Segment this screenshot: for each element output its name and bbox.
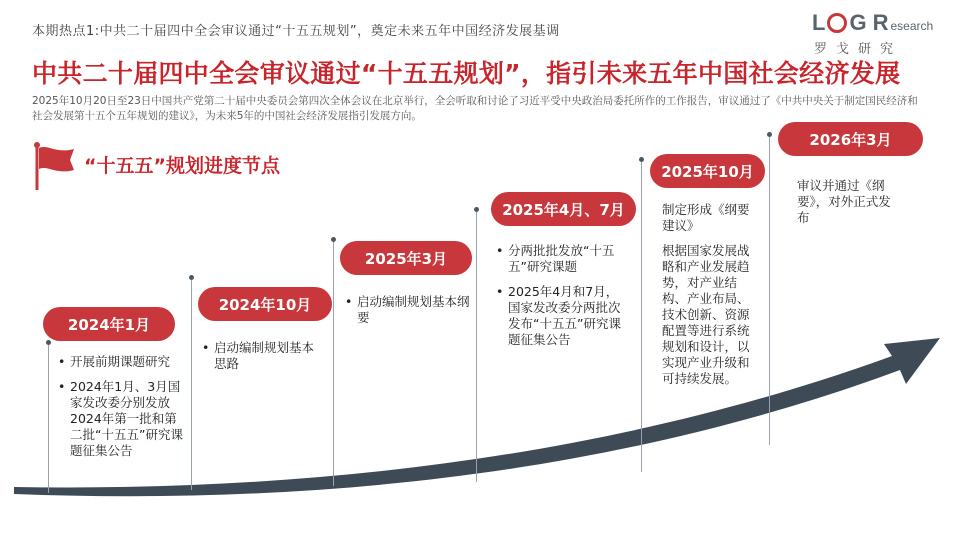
milestone-pill-2025-10: 2025年10月 xyxy=(650,154,765,188)
milestone-content-2024-10 xyxy=(202,340,322,381)
logo-letter-g: G xyxy=(849,10,867,35)
top-topic-line: 本期热点1:中共二十届四中全会审议通过“十五五规划”，奠定未来五年中国经济发展基调 xyxy=(32,24,560,39)
milestone-pill-2024-10: 2024年10月 xyxy=(198,287,332,321)
timeline-guide-2 xyxy=(191,278,192,490)
milestone-paragraph: 制定形成《纲要建议》 xyxy=(662,202,750,233)
timeline-guide-dot-4 xyxy=(474,207,479,212)
logo-subtitle: 罗戈研究 xyxy=(814,42,903,57)
logo-letter-l: L xyxy=(812,10,826,35)
timeline-guide-3 xyxy=(333,240,334,486)
logo-research-text: esearch xyxy=(890,19,934,33)
milestone-pill-2024-01: 2024年1月 xyxy=(43,307,175,341)
section-title: “十五五”规划进度节点 xyxy=(84,155,280,177)
timeline-guide-dot-5 xyxy=(639,157,644,162)
list-item: • 2024年1月、3月国家发改委分别发放2024年第一批和第二批“十五五”研究课题征集公告 xyxy=(70,379,186,459)
timeline-guide-dot-2 xyxy=(189,275,194,280)
timeline-guide-6 xyxy=(769,135,770,445)
milestone-content-2024-01 xyxy=(58,354,186,468)
milestone-content-2025-03 xyxy=(345,294,470,335)
milestone-pill-2025-03: 2025年3月 xyxy=(340,241,472,275)
timeline-guide-dot-6 xyxy=(767,132,772,137)
milestone-content-2026-03 xyxy=(797,178,897,235)
timeline-guide-dot-3 xyxy=(331,237,336,242)
milestone-content-2025-04-07 xyxy=(496,243,626,357)
list-item: • 分两批批发放“十五五”研究课题 xyxy=(508,243,626,275)
milestone-paragraph: 审议并通过《纲要》，对外正式发布 xyxy=(797,178,891,225)
timeline-guide-4 xyxy=(476,210,477,482)
list-item: • 启动编制规划基本纲要 xyxy=(357,294,470,326)
milestone-paragraph: 根据国家发展战略和产业发展趋势，对产业结构、产业布局、技术创新、资源配置等进行系统规划和设计，以实现产业升级和可持续发展。 xyxy=(662,243,750,386)
list-item: • 启动编制规划基本思路 xyxy=(214,340,322,372)
timeline-guide-5 xyxy=(641,160,642,472)
list-item: • 开展前期课题研究 xyxy=(70,354,186,370)
list-item: • 2025年4月和7月，国家发改委分两批次发布“十五五”研究课题征集公告 xyxy=(508,284,626,348)
timeline-guide-dot-1 xyxy=(46,340,51,345)
page-description: 2025年10月20日至23日中国共产党第二十届中央委员会第四次全体会议在北京举行，全会听取和讨论了习近平受中央政治局委托所作的工作报告，审议通过了《中共中央关于制定国民经济和社会发展第十五个五年规划的建议》，为未来5年的中国社会经济发展指引发展方向。 xyxy=(32,95,918,122)
milestone-pill-2025-04-07: 2025年4月、7月 xyxy=(491,192,636,226)
timeline-guide-1 xyxy=(48,343,49,493)
page-title: 中共二十届四中全会审议通过“十五五规划”，指引未来五年中国社会经济发展 xyxy=(32,59,901,88)
logo-letter-r: R xyxy=(872,10,889,35)
milestone-content-2025-10 xyxy=(662,202,760,396)
milestone-pill-2026-03: 2026年3月 xyxy=(778,122,923,156)
